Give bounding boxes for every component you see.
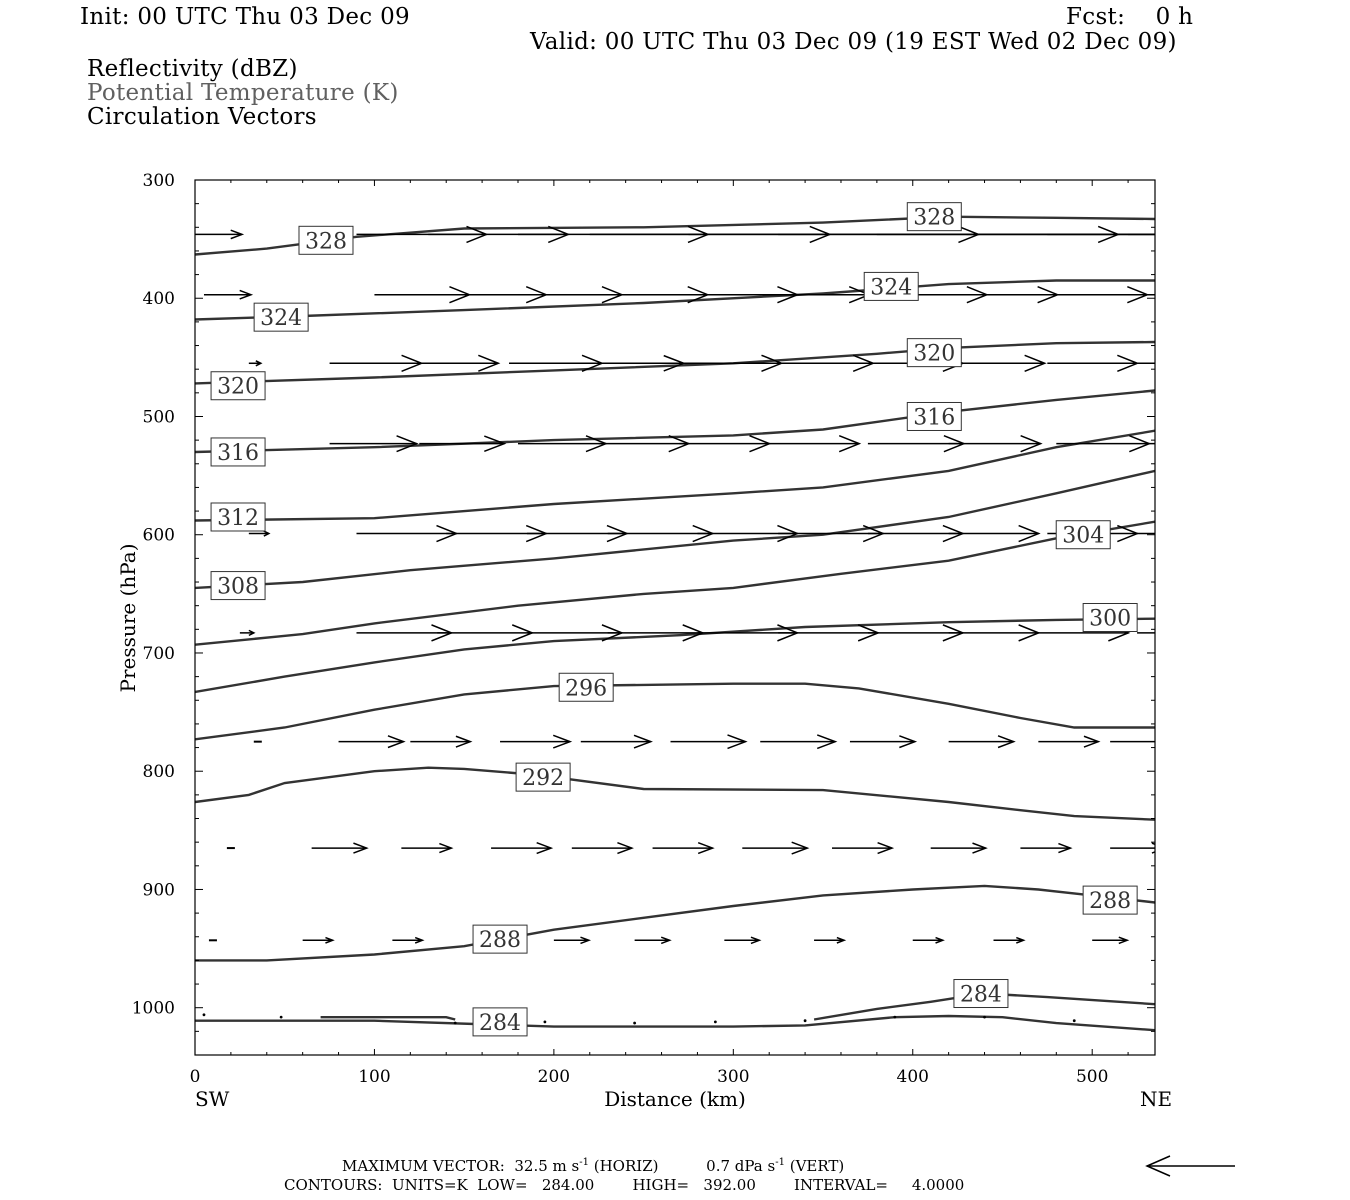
circulation-vector <box>913 938 943 943</box>
vector-head <box>1163 735 1180 748</box>
circulation-vector <box>778 526 883 542</box>
circulation-vector <box>949 625 1039 641</box>
x-tick-label: 500 <box>1075 1067 1109 1087</box>
circulation-vector <box>554 937 589 943</box>
circulation-vector <box>653 843 713 854</box>
vector-head <box>1219 436 1239 452</box>
valid-time: Valid: 00 UTC Thu 03 Dec 09 (19 EST Wed 02 Dec 09) <box>530 29 1177 55</box>
y-tick-label: 400 <box>142 289 175 310</box>
x-tick-label: 100 <box>358 1067 391 1087</box>
circulation-vector <box>1128 287 1223 303</box>
max-vector-exp2: -1 <box>775 1157 785 1168</box>
circulation-vector <box>195 230 242 238</box>
max-vector-vert: (HORIZ) 0.7 dPa s <box>588 1157 776 1175</box>
isentrope-label: 300 <box>1089 606 1132 632</box>
circulation-vector <box>312 843 367 853</box>
x-axis-right-label: NE <box>1140 1087 1173 1111</box>
circulation-vector <box>760 735 835 749</box>
max-vector-info <box>342 1157 844 1175</box>
isentrope-label: 320 <box>913 341 956 367</box>
isentrope-line <box>321 1017 456 1019</box>
isentrope-label: 284 <box>959 982 1002 1008</box>
y-tick-label: 600 <box>142 525 175 546</box>
x-axis-label: Distance (km) <box>604 1087 746 1111</box>
circulation-vector <box>994 938 1024 943</box>
circulation-vector <box>679 436 769 452</box>
vector-dot <box>983 1016 986 1019</box>
contour-info: CONTOURS: UNITS=K LOW= 284.00 HIGH= 392.00 INTERVAL= 4.0000 <box>284 1176 965 1194</box>
circulation-vector <box>1110 843 1165 853</box>
circulation-vector <box>1137 625 1222 640</box>
circulation-vector <box>679 355 781 371</box>
circulation-vector <box>509 355 602 371</box>
circulation-vector <box>635 937 670 943</box>
vector-head <box>1247 226 1267 242</box>
isentrope-contours <box>195 217 1155 1030</box>
circulation-vector <box>1137 526 1232 542</box>
circulation-vector <box>769 436 859 452</box>
legend-potential-temperature: Potential Temperature (K) <box>87 80 399 106</box>
circulation-vector <box>814 938 844 943</box>
circulation-vector <box>419 436 504 451</box>
circulation-vector <box>931 843 986 853</box>
legend-circulation-vectors: Circulation Vectors <box>87 104 317 130</box>
circulation-vector <box>339 736 404 748</box>
circulation-vector <box>1047 226 1350 242</box>
vector-dot <box>203 1013 206 1016</box>
circulation-vector <box>949 526 1039 542</box>
circulation-vector <box>832 843 892 854</box>
x-tick-label: 300 <box>717 1067 750 1087</box>
isentrope-label: 288 <box>1089 889 1132 915</box>
circulation-vector <box>240 630 254 635</box>
isentrope-label: 308 <box>217 574 260 600</box>
circulation-vector <box>410 355 498 371</box>
circulation-vector <box>330 355 422 371</box>
circulation-vector <box>410 736 470 747</box>
circulation-vector <box>1092 937 1127 943</box>
vector-dot <box>280 1016 283 1019</box>
y-tick-label: 500 <box>142 407 175 428</box>
y-tick-label: 900 <box>142 880 175 901</box>
forecast-hour: Fcst: 0 h <box>1066 4 1194 30</box>
circulation-vector <box>581 735 651 748</box>
vector-head <box>1212 526 1232 542</box>
circulation-vector <box>518 436 606 452</box>
circulation-vector <box>249 361 261 366</box>
circulation-vector <box>392 938 422 943</box>
vector-dot <box>804 1019 807 1022</box>
circulation-vector <box>1110 735 1180 748</box>
isentrope-labels <box>211 203 1137 1036</box>
circulation-vector <box>437 625 532 641</box>
max-vector-suffix: (VERT) <box>784 1157 845 1175</box>
y-tick-label: 300 <box>142 171 175 191</box>
circulation-vector <box>671 735 746 749</box>
circulation-vector <box>967 226 1350 242</box>
isentrope-label: 320 <box>217 374 260 400</box>
circulation-vector <box>949 436 1041 452</box>
circulation-vector <box>1146 436 1239 452</box>
circulation-vector <box>491 843 551 854</box>
circulation-vector <box>249 531 269 536</box>
isentrope-label: 284 <box>479 1010 522 1036</box>
y-tick-label: 700 <box>142 643 175 664</box>
y-tick-label: 800 <box>142 762 175 783</box>
circulation-vector <box>724 937 759 943</box>
circulation-vector <box>1038 736 1098 747</box>
circulation-vector <box>608 287 708 303</box>
vector-head <box>1203 287 1223 303</box>
isentrope-line <box>195 391 1155 453</box>
vector-dot <box>714 1020 717 1023</box>
circulation-vector <box>850 736 915 748</box>
circulation-vector <box>1020 844 1070 853</box>
vector-dot <box>454 1022 457 1025</box>
x-tick-label: 400 <box>896 1067 929 1087</box>
isentrope-label: 292 <box>522 766 565 792</box>
circulation-vector <box>1047 355 1137 371</box>
max-vector-horiz: MAXIMUM VECTOR: 32.5 m s <box>342 1157 580 1175</box>
isentrope-line <box>195 886 1155 961</box>
vector-dot <box>893 1016 896 1019</box>
circulation-vector <box>742 842 807 854</box>
circulation-vector <box>500 735 570 748</box>
legend-reflectivity: Reflectivity (dBZ) <box>87 56 298 82</box>
circulation-vector <box>949 736 1014 748</box>
circulation-vector <box>204 290 251 298</box>
x-axis-left-label: SW <box>195 1087 230 1111</box>
circulation-vector <box>356 526 456 542</box>
vector-dot <box>544 1020 547 1023</box>
isentrope-line <box>195 281 1155 320</box>
y-axis-label: Pressure (hPa) <box>116 543 140 693</box>
isentrope-line <box>195 684 1155 740</box>
isentrope-label: 328 <box>304 229 347 255</box>
circulation-vector <box>572 843 632 854</box>
circulation-vector <box>949 355 1045 371</box>
isentrope-label: 296 <box>565 676 608 702</box>
circulation-vector <box>1128 355 1221 371</box>
vector-dot <box>633 1022 636 1025</box>
isentrope-label: 316 <box>217 440 260 466</box>
isentrope-line <box>195 471 1155 588</box>
reference-vector-arrow <box>1147 1156 1235 1176</box>
isentrope-label: 328 <box>913 205 956 231</box>
init-time: Init: 00 UTC Thu 03 Dec 09 <box>80 4 410 30</box>
circulation-vector <box>1056 436 1149 452</box>
isentrope-label: 312 <box>217 505 260 531</box>
isentrope-label: 288 <box>479 928 522 954</box>
circulation-vector <box>401 844 451 853</box>
plot-frame <box>195 180 1155 1055</box>
circulation-vector <box>303 938 333 943</box>
isentrope-label: 316 <box>913 405 956 431</box>
vector-dot <box>1073 1019 1076 1022</box>
y-tick-label: 1000 <box>131 998 175 1019</box>
max-vector-exp1: -1 <box>579 1157 589 1168</box>
x-tick-label: 200 <box>537 1067 571 1087</box>
x-tick-label: 0 <box>189 1067 201 1087</box>
isentrope-line <box>195 768 1155 820</box>
vector-head <box>1201 355 1221 371</box>
vector-head <box>1202 625 1222 640</box>
circulation-vector <box>1128 226 1350 242</box>
isentrope-label: 304 <box>1062 523 1105 549</box>
isentrope-label: 324 <box>260 306 303 332</box>
circulation-vector <box>608 526 713 542</box>
isentrope-label: 324 <box>870 275 913 301</box>
isentrope-line <box>195 522 1155 645</box>
